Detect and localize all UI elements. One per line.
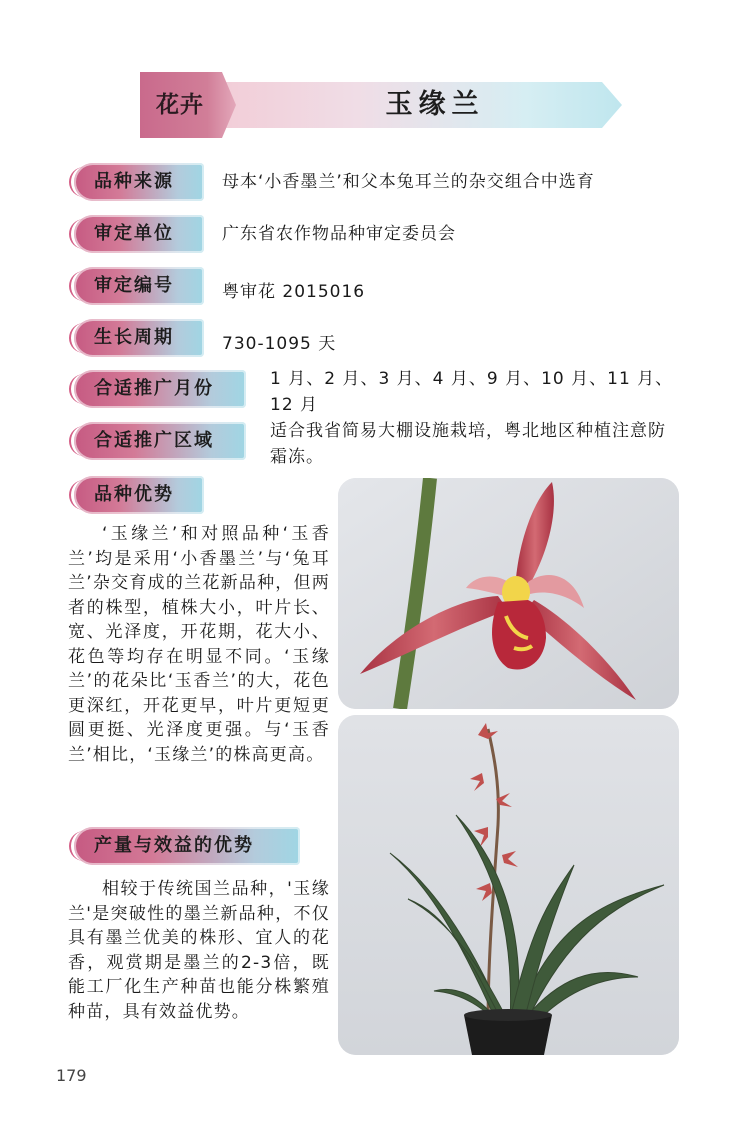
tag-approval-unit [74, 215, 204, 253]
section-heading: 品种优势 [94, 484, 174, 505]
tag-label: 合适推广月份 [94, 378, 214, 399]
tag-growth-cycle [74, 319, 204, 357]
tag-label: 生长周期 [94, 327, 174, 348]
tag-label: 审定单位 [94, 223, 174, 244]
tag-promotion-months [74, 370, 246, 408]
tag-label: 审定编号 [94, 275, 174, 296]
tag-approval-number [74, 267, 204, 305]
section-heading: 产量与效益的优势 [94, 835, 254, 856]
tag-variety-advantage [74, 476, 204, 514]
page-number: 179 [56, 1066, 87, 1085]
tag-label: 品种来源 [94, 171, 174, 192]
variety-advantage-text: ‘玉缘兰’和对照品种‘玉香兰’均是采用‘小香墨兰’与‘兔耳兰’杂交育成的兰花新品种，但两者的株型，植株大小，叶片长、宽、光泽度，开花期，花大小、花色等均存在明显不同。‘玉缘兰’的花朵比‘玉香兰’的大，花色更深红，开花更早，叶片更短更圆更挺、光泽度更强。与‘玉香兰’相比，‘玉缘兰’的株高更高。 [68, 524, 330, 765]
title-banner [140, 72, 622, 138]
orchid-flower-image [338, 478, 679, 709]
value-approval-unit: 广东省农作物品种审定委员会 [222, 224, 456, 244]
value-growth-cycle: 730-1095 天 [222, 334, 337, 354]
value-promotion-months: 1 月、2 月、3 月、4 月、9 月、10 月、11 月、12 月 [270, 369, 674, 415]
value-promotion-region: 适合我省简易大棚设施栽培，粤北地区种植注意防霜冻。 [270, 421, 666, 467]
value-approval-number: 粤审花 2015016 [222, 282, 366, 302]
banner-category: 花卉 [156, 92, 204, 118]
orchid-plant-image [338, 715, 679, 1055]
value-variety-source: 母本‘小香墨兰’和父本兔耳兰的杂交组合中选育 [222, 172, 595, 192]
whole-plant-photo [338, 715, 679, 1055]
yield-benefit-text: 相较于传统国兰品种，'玉缘兰'是突破性的墨兰新品种，不仅具有墨兰优美的株形、宜人的花香，观赏期是墨兰的2-3倍，既能工厂化生产种苗也能分株繁殖种苗，具有效益优势。 [68, 879, 330, 1022]
tag-promotion-region [74, 422, 246, 460]
flower-closeup-photo [338, 478, 679, 709]
tag-yield-benefit [74, 827, 300, 865]
tag-label: 合适推广区域 [94, 430, 214, 451]
tag-variety-source [74, 163, 204, 201]
page-title: 玉缘兰 [385, 89, 485, 120]
